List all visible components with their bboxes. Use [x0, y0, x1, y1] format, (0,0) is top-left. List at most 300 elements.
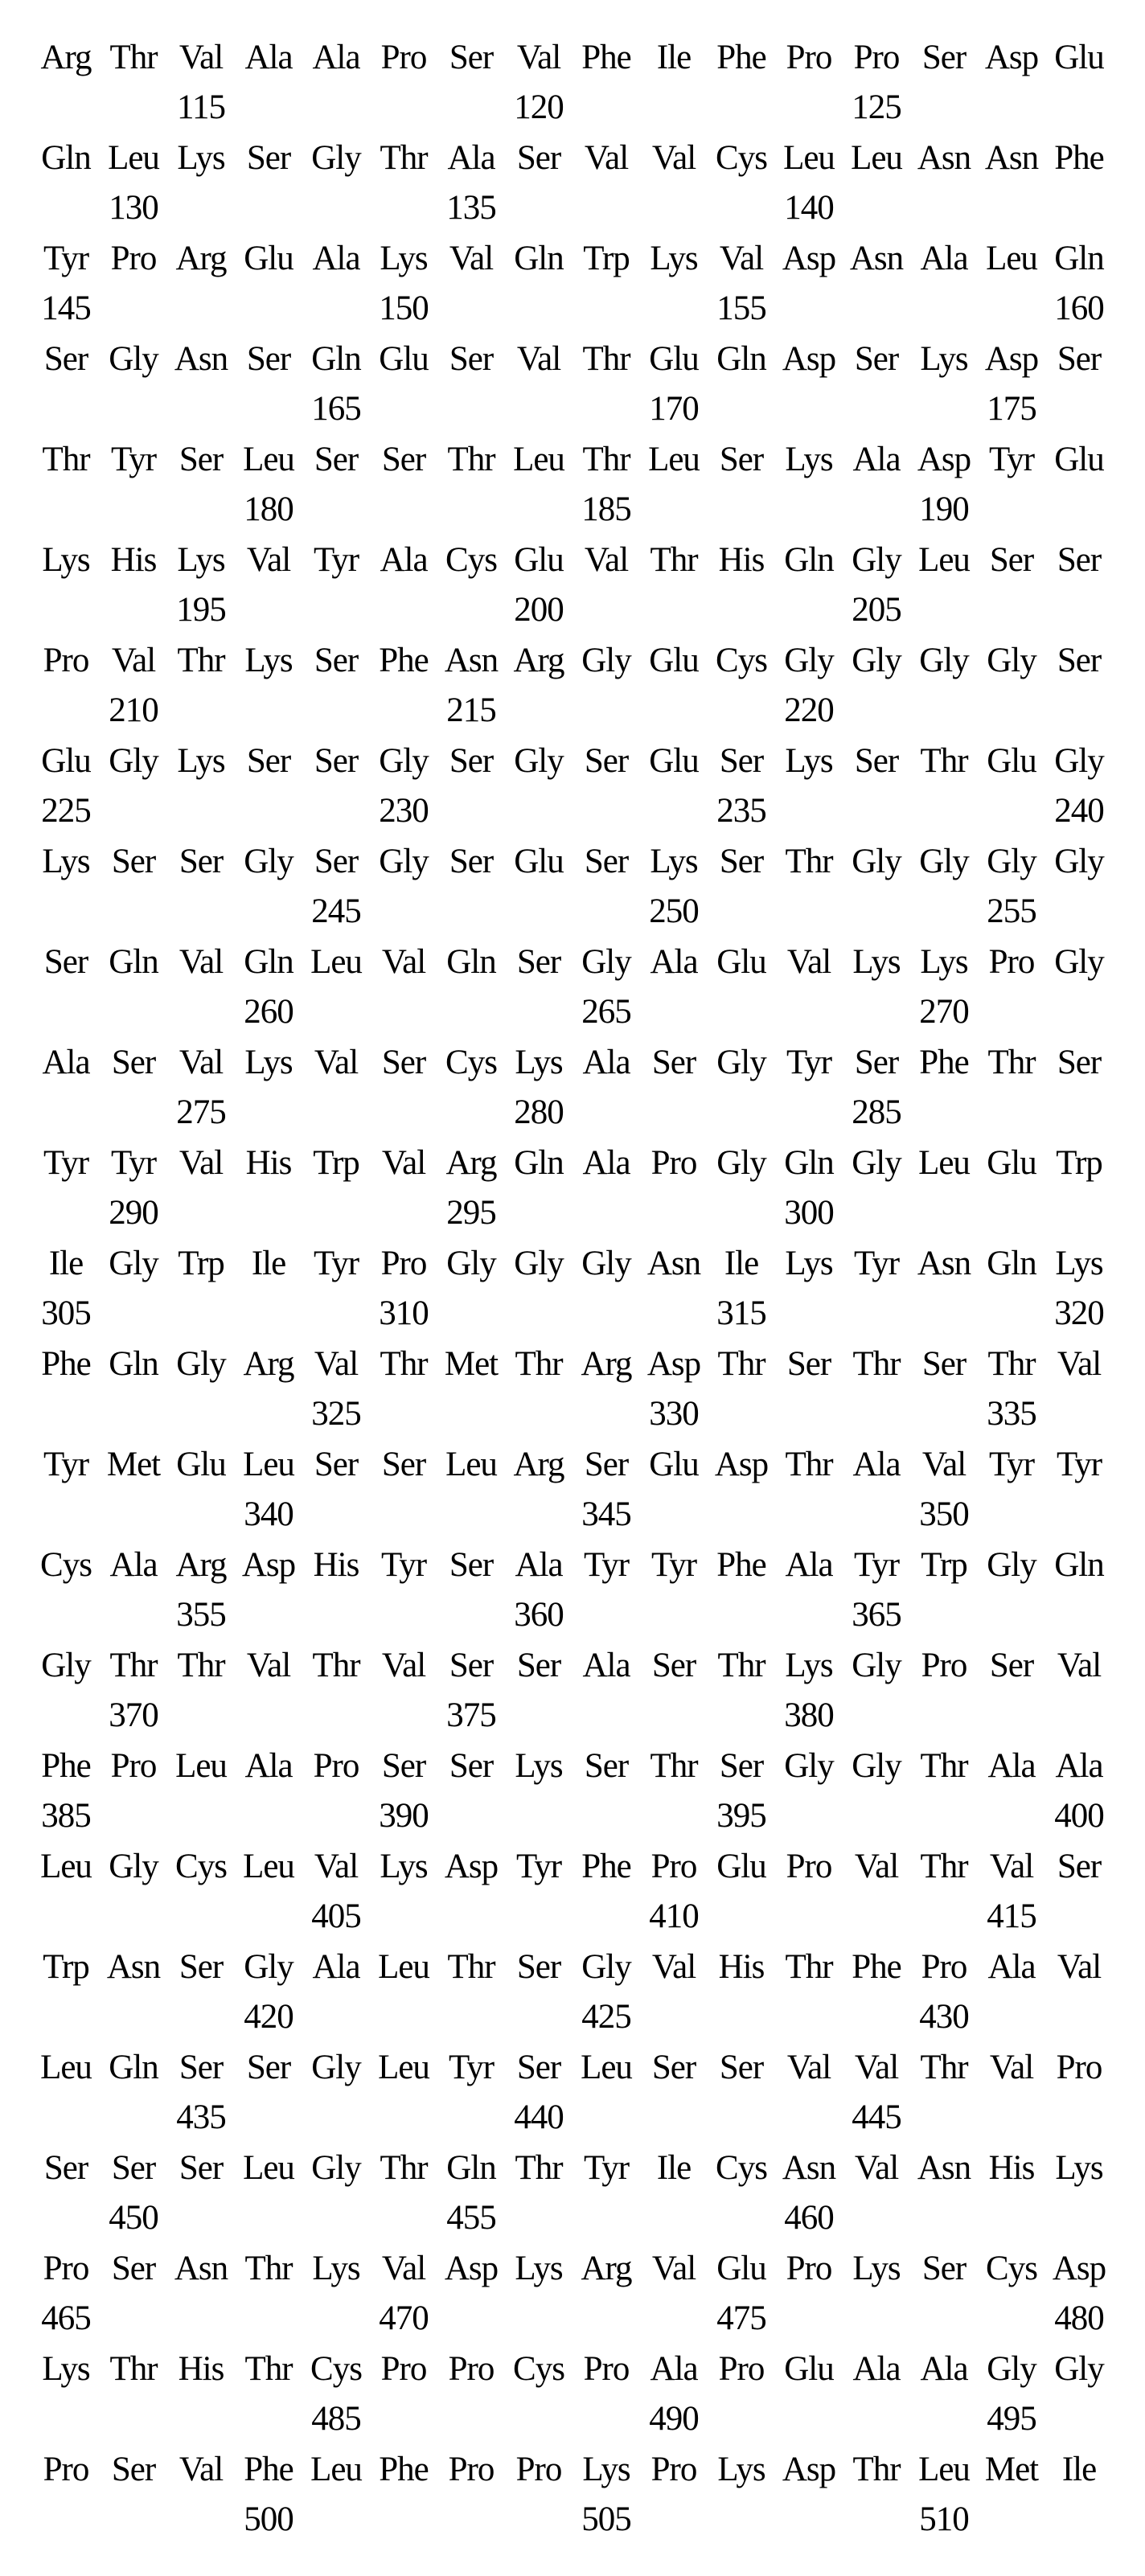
position-number: 370 — [109, 1696, 158, 1734]
residue: Ser — [584, 741, 629, 780]
residue: Gln — [784, 1143, 834, 1182]
residue: Asp — [984, 38, 1039, 76]
residue: Thr — [109, 2349, 158, 2388]
residue: Lys — [515, 1043, 563, 1081]
position-number: 195 — [176, 591, 226, 629]
residue: Glu — [176, 1445, 226, 1483]
sequence-line-pair — [0, 1138, 1145, 1238]
residue: Gly — [41, 1646, 91, 1684]
residue: Ser — [179, 2048, 224, 2086]
sequence-line-pair — [0, 1942, 1145, 2042]
residue: Lys — [582, 2450, 630, 2488]
residue: Cys — [513, 2349, 564, 2388]
residue: Pro — [853, 38, 900, 76]
residue: Thr — [109, 1646, 158, 1684]
numbering-line — [0, 1087, 1145, 1138]
residue: Pro — [43, 641, 89, 679]
residue: Gly — [716, 1043, 766, 1081]
residue: Ser — [651, 1646, 696, 1684]
residue: Pro — [786, 38, 832, 76]
residue: Trp — [921, 1545, 967, 1584]
sequence-line — [0, 1138, 1145, 1188]
residue: Lys — [244, 641, 293, 679]
residue: His — [245, 1143, 292, 1182]
residue: Ala — [42, 1043, 90, 1081]
residue: Val — [381, 942, 426, 981]
residue: Lys — [785, 1244, 833, 1282]
residue: Gly — [852, 641, 901, 679]
residue: Asp — [714, 1445, 769, 1483]
residue: Pro — [921, 1646, 967, 1684]
residue: Leu — [175, 1746, 227, 1785]
residue: Ser — [449, 339, 494, 378]
position-number: 205 — [852, 591, 901, 629]
residue: Val — [989, 2048, 1034, 2086]
sequence-line-pair — [0, 1037, 1145, 1138]
residue: Leu — [108, 138, 159, 177]
residue: Lys — [785, 1646, 833, 1684]
residue: Pro — [380, 38, 427, 76]
residue: Ala — [582, 1043, 630, 1081]
sequence-line — [0, 1238, 1145, 1288]
residue: Ala — [380, 540, 428, 579]
residue: Val — [314, 1344, 359, 1383]
position-number: 240 — [1054, 792, 1104, 830]
residue: Val — [179, 2450, 224, 2488]
residue: Tyr — [988, 440, 1035, 478]
numbering-line — [0, 283, 1145, 334]
sequence-line-pair — [0, 1540, 1145, 1640]
residue: Ala — [447, 138, 495, 177]
residue: Leu — [243, 440, 294, 478]
residue: Thr — [785, 1445, 833, 1483]
residue: Ser — [516, 942, 561, 981]
residue: Gly — [244, 842, 293, 880]
position-number: 175 — [987, 390, 1036, 428]
residue: Pro — [650, 1847, 697, 1885]
residue: Ser — [314, 842, 359, 880]
position-number: 330 — [649, 1395, 699, 1433]
residue: Gly — [109, 339, 158, 378]
sequence-line-pair — [0, 1339, 1145, 1439]
residue: Met — [106, 1445, 161, 1483]
residue: Asn — [174, 339, 228, 378]
sequence-line — [0, 334, 1145, 384]
residue: Thr — [920, 2048, 968, 2086]
residue: Glu — [649, 741, 699, 780]
residue: Ser — [179, 440, 224, 478]
residue: Ala — [785, 1545, 833, 1584]
residue: Arg — [581, 1344, 632, 1383]
residue: Arg — [445, 1143, 497, 1182]
residue: Thr — [109, 38, 158, 76]
residue: Leu — [783, 138, 835, 177]
residue: Tyr — [448, 2048, 495, 2086]
residue: Phe — [1054, 138, 1104, 177]
residue: Gly — [109, 1244, 158, 1282]
position-number: 140 — [784, 189, 834, 227]
residue: Met — [444, 1344, 499, 1383]
position-number: 265 — [581, 993, 631, 1031]
residue: Tyr — [583, 2148, 630, 2187]
sequence-line — [0, 635, 1145, 685]
residue: Ser — [111, 1043, 156, 1081]
residue: Thr — [515, 2148, 563, 2187]
residue: Asp — [444, 2249, 499, 2287]
residue: Leu — [851, 138, 902, 177]
residue: Val — [111, 641, 156, 679]
position-number: 185 — [581, 490, 631, 528]
position-number: 475 — [716, 2299, 766, 2337]
residue: Ser — [43, 942, 88, 981]
residue: Glu — [41, 741, 91, 780]
sequence-line-pair — [0, 836, 1145, 937]
residue: Tyr — [853, 1244, 900, 1282]
residue: Pro — [313, 1746, 359, 1785]
residue: Ala — [650, 2349, 698, 2388]
residue: Asp — [984, 339, 1039, 378]
position-number: 165 — [311, 390, 361, 428]
residue: Val — [516, 38, 561, 76]
residue: Gln — [1054, 1545, 1104, 1584]
residue: Ala — [312, 38, 360, 76]
residue: Cys — [40, 1545, 92, 1584]
residue: Ser — [449, 1545, 494, 1584]
residue: Tyr — [110, 1143, 157, 1182]
residue: Thr — [244, 2349, 293, 2388]
residue: Leu — [310, 2450, 362, 2488]
residue: Met — [984, 2450, 1039, 2488]
residue: Phe — [716, 38, 766, 76]
numbering-line — [0, 384, 1145, 434]
residue: Val — [584, 540, 629, 579]
residue: Val — [314, 1043, 359, 1081]
residue: Ala — [1055, 1746, 1103, 1785]
residue: Pro — [583, 2349, 630, 2388]
residue: Gln — [311, 339, 361, 378]
residue: Gly — [581, 641, 631, 679]
position-number: 210 — [109, 691, 158, 729]
residue: His — [313, 1545, 359, 1584]
residue: Val — [786, 2048, 831, 2086]
residue: Glu — [987, 1143, 1036, 1182]
residue: Glu — [649, 339, 699, 378]
residue: Cys — [445, 540, 497, 579]
residue: Ser — [381, 440, 426, 478]
residue: Ile — [1061, 2450, 1097, 2488]
numbering-line — [0, 183, 1145, 233]
position-number: 420 — [244, 1998, 293, 2036]
residue: Thr — [515, 1344, 563, 1383]
residue: Tyr — [583, 1545, 630, 1584]
residue: Ser — [921, 2249, 966, 2287]
residue: Pro — [988, 942, 1035, 981]
residue: Gln — [41, 138, 91, 177]
residue: Thr — [785, 842, 833, 880]
residue: Val — [179, 1143, 224, 1182]
residue: Pro — [380, 2349, 427, 2388]
residue: Ser — [854, 339, 899, 378]
residue: Thr — [920, 1847, 968, 1885]
residue: Tyr — [786, 1043, 832, 1081]
sequence-line — [0, 1942, 1145, 1991]
residue: Gly — [379, 741, 429, 780]
residue: Ala — [650, 942, 698, 981]
sequence-line — [0, 32, 1145, 82]
residue: Gly — [244, 1947, 293, 1986]
residue: Phe — [244, 2450, 293, 2488]
residue: Gln — [784, 540, 834, 579]
residue: Val — [651, 138, 696, 177]
residue: Lys — [920, 339, 968, 378]
residue: Glu — [514, 842, 564, 880]
position-number: 440 — [514, 2098, 564, 2136]
position-number: 180 — [244, 490, 293, 528]
residue: Val — [449, 239, 494, 277]
residue: Gly — [311, 2148, 361, 2187]
residue: Gly — [987, 641, 1036, 679]
residue: Gly — [716, 1143, 766, 1182]
residue: Ser — [314, 1445, 359, 1483]
residue: Ser — [111, 842, 156, 880]
position-number: 335 — [987, 1395, 1036, 1433]
residue: Lys — [650, 842, 698, 880]
residue: Pro — [718, 2349, 765, 2388]
residue: Trp — [43, 1947, 89, 1986]
residue: Pro — [515, 2450, 562, 2488]
position-number: 155 — [716, 289, 766, 327]
residue: Ser — [854, 741, 899, 780]
sequence-line-pair — [0, 434, 1145, 535]
residue: Leu — [243, 1847, 294, 1885]
sequence-line-pair — [0, 1841, 1145, 1942]
residue: Gly — [784, 641, 834, 679]
residue: Cys — [310, 2349, 362, 2388]
residue: Tyr — [313, 1244, 359, 1282]
numbering-line — [0, 786, 1145, 836]
residue: Cys — [175, 1847, 227, 1885]
position-number: 355 — [176, 1596, 226, 1634]
sequence-line — [0, 2344, 1145, 2393]
residue: Ser — [111, 2249, 156, 2287]
sequence-line — [0, 1640, 1145, 1690]
position-number: 360 — [514, 1596, 564, 1634]
residue: Ser — [651, 2048, 696, 2086]
residue: Gly — [581, 942, 631, 981]
position-number: 480 — [1054, 2299, 1104, 2337]
residue: Ser — [921, 38, 966, 76]
residue: Thr — [447, 440, 495, 478]
residue: Gly — [1054, 942, 1104, 981]
residue: Asn — [917, 138, 971, 177]
position-number: 130 — [109, 189, 158, 227]
residue: Gly — [379, 842, 429, 880]
residue: Asp — [241, 1545, 296, 1584]
residue: Gly — [852, 1746, 901, 1785]
residue: Ser — [516, 1947, 561, 1986]
residue: Val — [854, 2148, 899, 2187]
numbering-line — [0, 987, 1145, 1037]
residue: Ser — [246, 2048, 291, 2086]
residue: Gly — [581, 1947, 631, 1986]
residue: Val — [516, 339, 561, 378]
sequence-line — [0, 434, 1145, 484]
residue: Lys — [42, 2349, 90, 2388]
residue: Phe — [41, 1344, 91, 1383]
residue: Thr — [717, 1646, 765, 1684]
residue: Tyr — [43, 1143, 89, 1182]
numbering-line — [0, 2192, 1145, 2243]
residue: Pro — [1056, 2048, 1102, 2086]
residue: Trp — [1056, 1143, 1102, 1182]
residue: Phe — [852, 1947, 901, 1986]
residue: Ser — [179, 1947, 224, 1986]
position-number: 245 — [311, 892, 361, 930]
sequence-line — [0, 836, 1145, 886]
position-number: 425 — [581, 1998, 631, 2036]
sequence-line-pair — [0, 2042, 1145, 2143]
residue: Ser — [381, 1445, 426, 1483]
residue: Arg — [40, 38, 92, 76]
residue: Val — [651, 2249, 696, 2287]
residue: Gly — [1054, 842, 1104, 880]
residue: Ala — [987, 1746, 1036, 1785]
residue: Gln — [109, 1344, 158, 1383]
sequence-line — [0, 736, 1145, 786]
position-number: 510 — [919, 2500, 969, 2538]
residue: Tyr — [988, 1445, 1035, 1483]
residue: Arg — [175, 1545, 227, 1584]
residue: Ser — [449, 38, 494, 76]
residue: Thr — [582, 440, 630, 478]
residue: Ser — [179, 842, 224, 880]
residue: Gln — [514, 1143, 564, 1182]
residue: Val — [381, 1646, 426, 1684]
residue: Thr — [852, 1344, 901, 1383]
residue: Lys — [380, 1847, 428, 1885]
residue: Trp — [313, 1143, 359, 1182]
residue: Ala — [852, 440, 901, 478]
position-number: 120 — [514, 88, 564, 126]
residue: Pro — [43, 2249, 89, 2287]
residue: Val — [854, 1847, 899, 1885]
position-number: 315 — [716, 1294, 766, 1332]
residue: Thr — [42, 440, 90, 478]
position-number: 375 — [446, 1696, 496, 1734]
residue: Glu — [987, 741, 1036, 780]
residue: Glu — [1054, 440, 1104, 478]
residue: Gln — [109, 942, 158, 981]
residue: Gly — [852, 540, 901, 579]
position-number: 445 — [852, 2098, 901, 2136]
residue: Ala — [852, 2349, 901, 2388]
sequence-line-pair — [0, 233, 1145, 334]
residue: Ser — [719, 440, 764, 478]
residue: Leu — [310, 942, 362, 981]
residue: His — [718, 1947, 765, 1986]
numbering-line — [0, 82, 1145, 133]
residue: Ser — [43, 339, 88, 378]
residue: Ala — [582, 1646, 630, 1684]
residue: Asn — [917, 2148, 971, 2187]
residue: Arg — [175, 239, 227, 277]
residue: Leu — [918, 2450, 970, 2488]
sequence-line — [0, 1439, 1145, 1489]
position-number: 345 — [581, 1495, 631, 1533]
numbering-line — [0, 1388, 1145, 1439]
residue: Glu — [244, 239, 293, 277]
residue: Ser — [314, 641, 359, 679]
position-number: 470 — [379, 2299, 429, 2337]
numbering-line — [0, 2092, 1145, 2143]
position-number: 220 — [784, 691, 834, 729]
residue: Thr — [447, 1947, 495, 1986]
residue: Ser — [43, 2148, 88, 2187]
residue: Pro — [448, 2450, 495, 2488]
position-number: 385 — [41, 1797, 91, 1835]
residue: Ser — [584, 1445, 629, 1483]
residue: Gly — [109, 1847, 158, 1885]
residue: Gln — [716, 339, 766, 378]
residue: Lys — [920, 942, 968, 981]
residue: Pro — [650, 2450, 697, 2488]
position-number: 400 — [1054, 1797, 1104, 1835]
residue: Leu — [378, 1947, 429, 1986]
residue: Thr — [312, 1646, 360, 1684]
residue: Ala — [920, 239, 968, 277]
position-number: 235 — [716, 792, 766, 830]
residue: Pro — [786, 1847, 832, 1885]
position-number: 190 — [919, 490, 969, 528]
residue: Ser — [449, 741, 494, 780]
residue: Ala — [987, 1947, 1036, 1986]
residue: Ala — [582, 1143, 630, 1182]
residue: Glu — [716, 1847, 766, 1885]
position-number: 135 — [446, 189, 496, 227]
residue: Val — [314, 1847, 359, 1885]
residue: Arg — [513, 641, 564, 679]
position-number: 435 — [176, 2098, 226, 2136]
position-number: 410 — [649, 1897, 699, 1935]
residue: Ala — [312, 239, 360, 277]
residue: Ser — [786, 1344, 831, 1383]
residue: Thr — [987, 1043, 1036, 1081]
residue: Cys — [445, 1043, 497, 1081]
residue: Leu — [243, 2148, 294, 2187]
numbering-line — [0, 1288, 1145, 1339]
residue: Gln — [244, 942, 293, 981]
residue: Ser — [1057, 641, 1102, 679]
residue: Leu — [918, 1143, 970, 1182]
residue: Leu — [648, 440, 700, 478]
residue: Ser — [584, 842, 629, 880]
residue: Asp — [444, 1847, 499, 1885]
position-number: 125 — [852, 88, 901, 126]
residue: Leu — [581, 2048, 632, 2086]
residue: Val — [719, 239, 764, 277]
residue: Ala — [244, 1746, 293, 1785]
sequence-line — [0, 1841, 1145, 1891]
position-number: 430 — [919, 1998, 969, 2036]
position-number: 310 — [379, 1294, 429, 1332]
residue: Pro — [43, 2450, 89, 2488]
residue: Arg — [243, 1344, 294, 1383]
residue: Thr — [717, 1344, 765, 1383]
residue: Phe — [581, 38, 631, 76]
residue: Gln — [109, 2048, 158, 2086]
position-number: 500 — [244, 2500, 293, 2538]
residue: Asn — [782, 2148, 836, 2187]
